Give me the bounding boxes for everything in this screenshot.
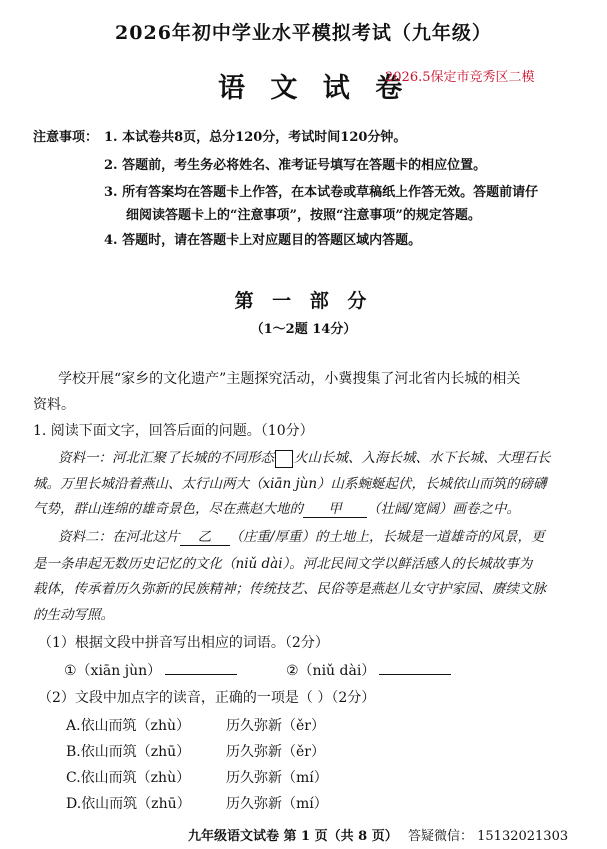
option-a-second: 历久弥新（ěr） bbox=[226, 718, 325, 734]
material-2-line-4: 的生动写照。 bbox=[33, 607, 114, 623]
option-c-second: 历久弥新（mí） bbox=[226, 770, 328, 786]
part-range: （1～2题 14分） bbox=[250, 322, 357, 337]
material-1-line-3: 气势，群山连绵的雄奇景色，尽在燕赵大地的 甲 （壮阔/宽阔）画卷之中。 bbox=[33, 497, 520, 518]
question-1-stem: 1. 阅读下面文字，回答后面的问题。（10分） bbox=[33, 423, 314, 439]
notes-label: 注意事项： bbox=[33, 130, 99, 145]
option-b: B.依山而筑（zhū） bbox=[66, 744, 191, 760]
exam-subtitle: 语 文 试 卷 bbox=[218, 73, 411, 104]
option-d-second: 历久弥新（mí） bbox=[226, 796, 328, 812]
sub-question-1-stem: （1）根据文段中拼音写出相应的词语。（2分） bbox=[38, 635, 329, 651]
note-item-2: 2. 答题前，考生务必将姓名、准考证号填写在答题卡的相应位置。 bbox=[104, 158, 487, 173]
material-1-line-1: 资料一：河北汇聚了长城的不同形态 火山长城、入海长城、水下长城、大理石长 bbox=[58, 450, 551, 466]
part-title: 第 一 部 分 bbox=[234, 290, 373, 312]
page-number: 九年级语文试卷 第 1 页（共 8 页） bbox=[188, 829, 398, 844]
exam-title: 2026年初中学业水平模拟考试（九年级） bbox=[115, 22, 492, 44]
material-2-line-3: 载体，传承着历久弥新的民族精神；传统技艺、民俗等是燕赵儿女守护家园、赓续文脉 bbox=[33, 581, 546, 597]
answer-line-a bbox=[165, 674, 237, 675]
option-a: A.依山而筑（zhù） bbox=[66, 718, 190, 734]
option-b-second: 历久弥新（ěr） bbox=[226, 744, 325, 760]
sub-question-1-b: ②（niǔ dài） bbox=[286, 660, 451, 680]
sub-question-2-stem: （2）文段中加点字的读音，正确的一项是（ ）（2分） bbox=[38, 690, 376, 706]
punctuation-answer-box bbox=[275, 450, 293, 468]
material-2-line-2: 是一条串起无数历史记忆的文化（niǔ dài）。河北民间文学以鲜活感人的长城故事为 bbox=[33, 556, 533, 572]
sub-question-1-a: ①（xiān jùn） bbox=[64, 660, 237, 680]
material-1-line-2: 城。万里长城沿着燕山、太行山两大（xiān jùn）山系蜿蜒起伏，长城依山而筑的磅礴 bbox=[33, 476, 547, 492]
option-c: C.依山而筑（zhù） bbox=[66, 770, 191, 786]
exam-source-stamp: 2026.5保定市竞秀区二模 bbox=[385, 70, 535, 85]
intro-line-2: 资料。 bbox=[33, 397, 75, 413]
answer-line-b bbox=[379, 674, 451, 675]
note-item-4: 4. 答题时，请在答题卡上对应题目的答题区域内答题。 bbox=[104, 233, 422, 248]
option-d: D.依山而筑（zhū） bbox=[66, 796, 191, 812]
note-item-1: 1. 本试卷共8页，总分120分，考试时间120分钟。 bbox=[104, 130, 407, 145]
blank-jia: 甲 bbox=[303, 497, 367, 518]
intro-line-1: 学校开展“家乡的文化遗产”主题探究活动，小冀搜集了河北省内长城的相关 bbox=[58, 371, 521, 387]
contact-info: 答疑微信： 15132021303 bbox=[408, 829, 569, 844]
note-item-3-cont: 细阅读答题卡上的“注意事项”，按照“注意事项”的规定答题。 bbox=[126, 208, 481, 223]
material-2-line-1: 资料二：在河北这片 乙 （庄重/厚重）的土地上，长城是一道雄奇的风景，更 bbox=[58, 525, 545, 546]
blank-yi: 乙 bbox=[180, 525, 230, 546]
note-item-3: 3. 所有答案均在答题卡上作答，在本试卷或草稿纸上作答无效。答题前请仔 bbox=[104, 185, 539, 200]
